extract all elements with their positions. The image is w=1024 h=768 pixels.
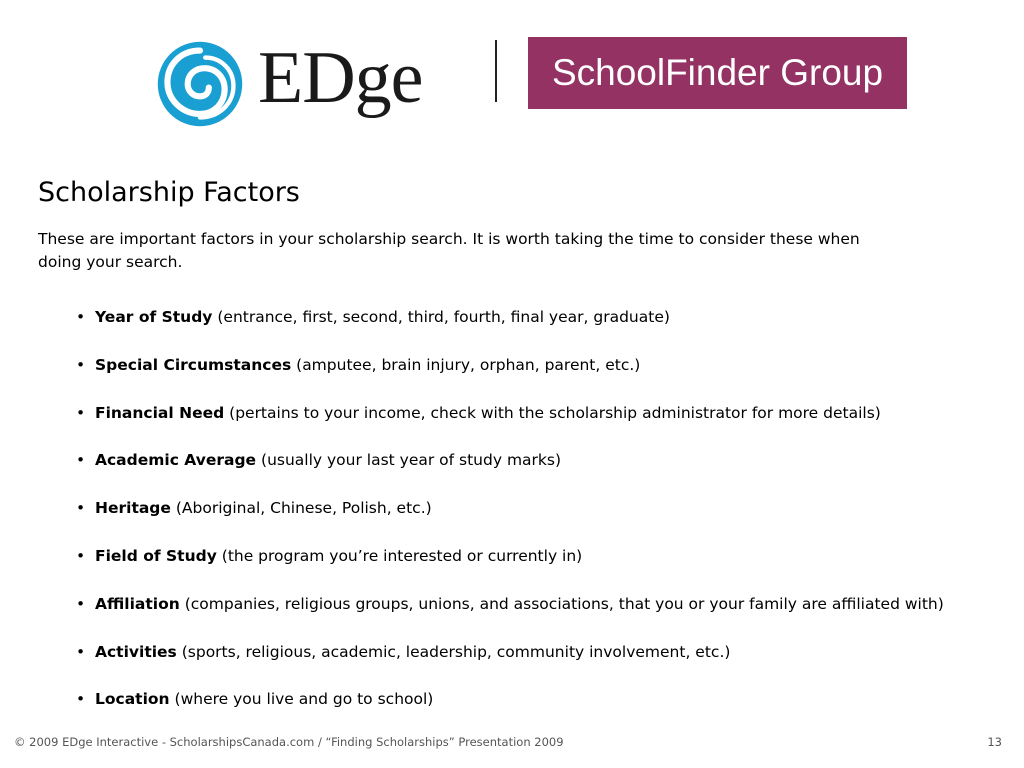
page-title: Scholarship Factors <box>38 177 300 208</box>
factor-item-special-circumstances <box>76 353 1006 401</box>
factor-name: Financial Need <box>95 403 225 422</box>
factor-list <box>76 305 1006 735</box>
factor-name: Academic Average <box>95 451 257 470</box>
factor-name: Year of Study <box>95 308 213 326</box>
bullet-icon: • <box>76 642 86 661</box>
factor-detail: (Aboriginal, Chinese, Polish, etc.) <box>175 499 432 518</box>
schoolfinder-group-badge <box>528 37 907 109</box>
factor-item-affiliation <box>76 592 1006 640</box>
factor-name: Location <box>95 690 170 709</box>
factor-item-field-of-study <box>76 544 1006 592</box>
factor-item-activities <box>76 640 1006 688</box>
factor-item-financial-need <box>76 401 1006 449</box>
edge-wordmark-text: EDge <box>258 37 423 119</box>
bullet-icon: • <box>76 355 86 374</box>
factor-item-year-of-study <box>76 305 1006 353</box>
factor-item-location <box>76 687 1006 735</box>
factor-name: Field of Study <box>95 546 217 565</box>
edge-wordmark <box>258 36 423 120</box>
bullet-icon: • <box>76 546 86 565</box>
bullet-icon: • <box>76 308 86 326</box>
factor-detail: (pertains to your income, check with the scholarship administrator for more details) <box>229 403 881 422</box>
factor-detail: (where you live and go to school) <box>174 690 434 709</box>
factor-detail: (sports, religious, academic, leadership, community involvement, etc.) <box>181 642 731 661</box>
swirl-logo-icon <box>156 40 244 128</box>
bullet-icon: • <box>76 499 86 518</box>
factor-name: Affiliation <box>95 594 180 613</box>
logo-divider <box>495 40 497 102</box>
factor-detail: (usually your last year of study marks) <box>261 451 562 470</box>
factor-item-heritage <box>76 496 1006 544</box>
factor-detail: (companies, religious groups, unions, and associations, that you or your family are affiliated with) <box>184 594 944 613</box>
factor-detail: (entrance, first, second, third, fourth, final year, graduate) <box>217 308 670 326</box>
factor-item-academic-average <box>76 448 1006 496</box>
bullet-icon: • <box>76 403 86 422</box>
factor-name: Heritage <box>95 499 171 518</box>
factor-detail: (amputee, brain injury, orphan, parent, etc.) <box>296 355 641 374</box>
bullet-icon: • <box>76 594 86 613</box>
footer-copyright: © 2009 EDge Interactive - ScholarshipsCanada.com / “Finding Scholarships” Presentation 2009 <box>14 735 564 749</box>
schoolfinder-group-label: SchoolFinder Group <box>551 52 884 93</box>
bullet-icon: • <box>76 451 86 470</box>
page-number: 13 <box>987 735 1002 749</box>
intro-paragraph: These are important factors in your scholarship search. It is worth taking the time to consider these when doing your search. <box>38 230 860 271</box>
bullet-icon: • <box>76 690 86 709</box>
factor-name: Special Circumstances <box>95 355 292 374</box>
factor-name: Activities <box>95 642 177 661</box>
factor-detail: (the program you’re interested or currently in) <box>221 546 583 565</box>
